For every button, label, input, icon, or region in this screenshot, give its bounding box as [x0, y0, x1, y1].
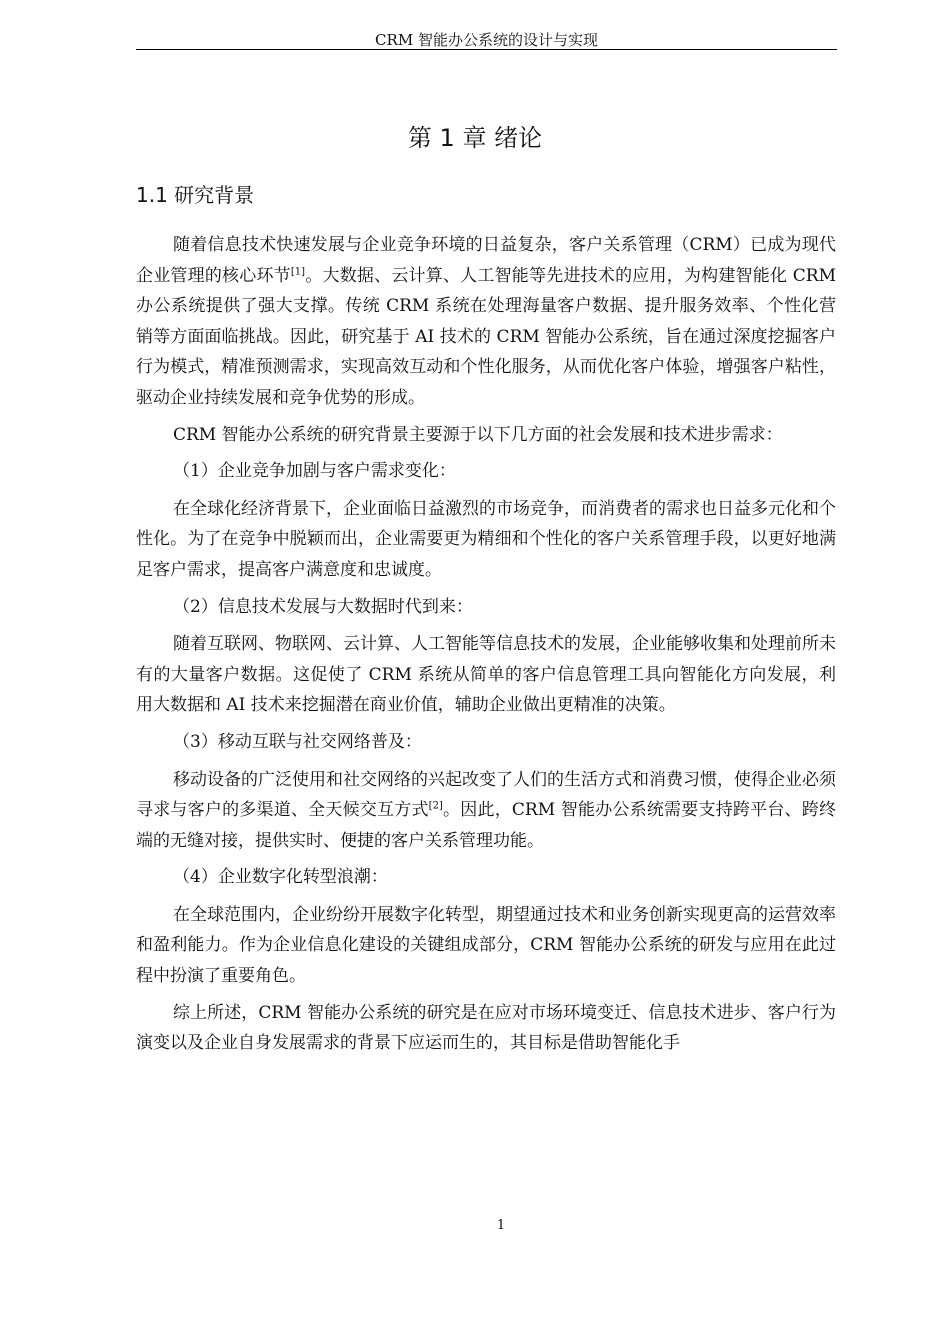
list-heading-4: （4）企业数字化转型浪潮：	[173, 867, 388, 888]
running-header: CRM 智能办公系统的设计与实现	[375, 31, 598, 49]
paragraph-7: 综上所述，CRM 智能办公系统的研究是在应对市场环境变迁、信息技术进步、客户行为演变以及企业自身发展需求的背景下应运而生的，其目标是借助智能化手	[136, 1002, 836, 1054]
list-heading-3: （3）移动互联与社交网络普及：	[173, 731, 422, 752]
paragraph-4: 随着互联网、物联网、云计算、人工智能等信息技术的发展，企业能够收集和处理前所未有的大量客户数据。这促使了 CRM 系统从简单的客户信息管理工具向智能化方向发展，利用大数据和 AI 技术来挖掘潜在商业价值，辅助企业做出更精准的决策。	[136, 634, 836, 716]
citation-1: [1]	[290, 265, 306, 277]
paragraph-1: 随着信息技术快速发展与企业竞争环境的日益复杂，客户关系管理（CRM）已成为现代企业管理的核心环节[1]。大数据、云计算、人工智能等先进技术的应用，为构建智能化 CRM 办公系统提供了强大支撑。传统 CRM 系统在处理海量客户数据、提升服务效率、个性化营销等方面面临挑战。因此，研究基于 AI 技术的 CRM 智能办公系统，旨在通过深度挖掘客户行为模式，精准预测需求，实现高效互动和个性化服务，从而优化客户体验，增强客户粘性，驱动企业持续发展和竞争优势的形成。	[136, 235, 837, 408]
list-heading-2: （2）信息技术发展与大数据时代到来：	[173, 596, 473, 617]
header-rule	[136, 49, 837, 50]
citation-2: [2]	[428, 800, 443, 812]
paragraph-5: 移动设备的广泛使用和社交网络的兴起改变了人们的生活方式和消费习惯，使得企业必须寻求与客户的多渠道、全天候交互方式[2]。因此，CRM 智能办公系统需要支持跨平台、跨终端的无缝对接，提供实时、便捷的客户关系管理功能。	[136, 769, 836, 851]
paragraph-2: CRM 智能办公系统的研究背景主要源于以下几方面的社会发展和技术进步需求：	[173, 424, 783, 445]
list-heading-1: （1）企业竞争加剧与客户需求变化：	[173, 461, 456, 482]
section-heading: 1.1 研究背景	[136, 183, 255, 207]
paragraph-3: 在全球化经济背景下，企业面临日益激烈的市场竞争，而消费者的需求也日益多元化和个性化。为了在竞争中脱颖而出，企业需要更为精细和个性化的客户关系管理手段，以更好地满足客户需求，提高客户满意度和忠诚度。	[136, 498, 836, 580]
paragraph-6: 在全球范围内，企业纷纷开展数字化转型，期望通过技术和业务创新实现更高的运营效率和盈利能力。作为企业信息化建设的关键组成部分，CRM 智能办公系统的研发与应用在此过程中扮演了重要角色。	[136, 904, 836, 987]
page-number: 1	[496, 1218, 506, 1233]
chapter-title: 第 1 章 绪论	[407, 124, 543, 152]
body-text	[136, 230, 836, 1065]
